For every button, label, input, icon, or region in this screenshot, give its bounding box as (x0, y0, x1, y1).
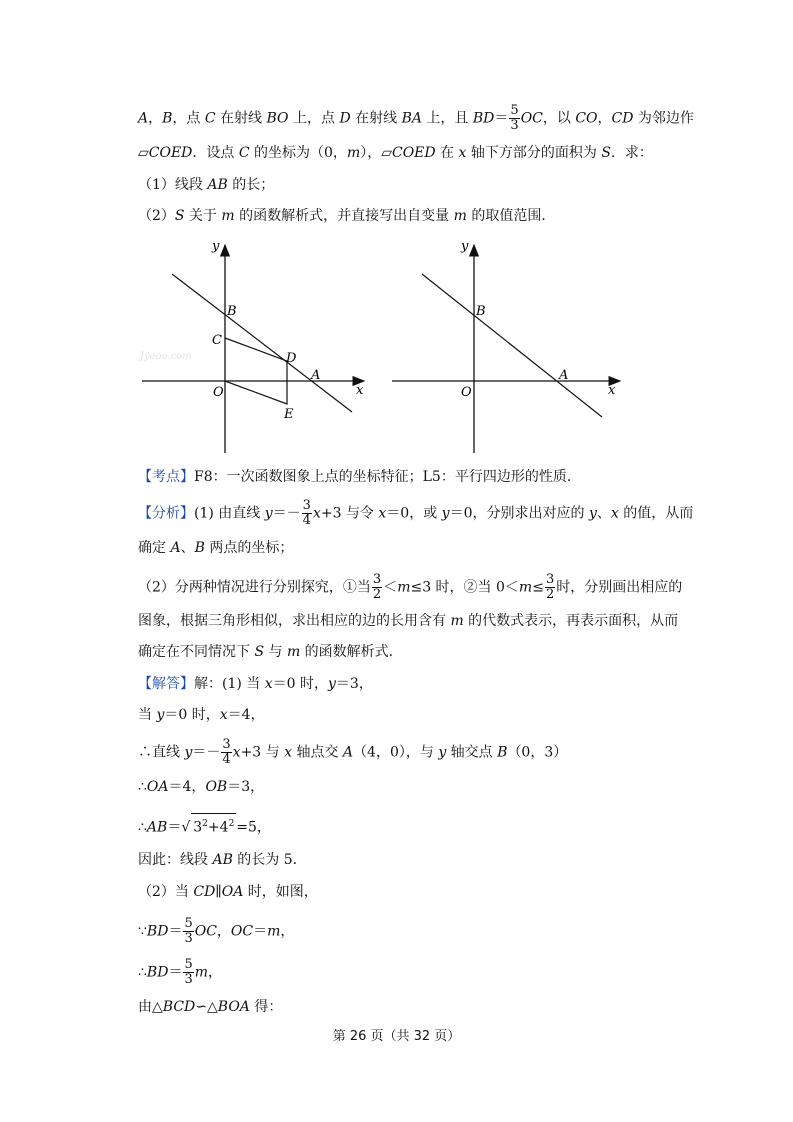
question-2: （2）S 关于 m 的函数解析式，并直接写出自变量 m 的取值范围． (138, 208, 556, 224)
kaodian: 【考点】F8：一次函数图象上点的坐标特征；L5：平行四边形的性质． (138, 469, 581, 485)
fenxi-line-2: 确定 A、B 两点的坐标； (138, 540, 294, 556)
right-label-b: B (476, 304, 486, 319)
left-label-c: C (212, 333, 222, 348)
fraction: $\frac{3}{2}$ (545, 572, 555, 602)
fenxi-tag: 【分析】 (138, 505, 194, 522)
sqrt-sign: √ (181, 819, 191, 836)
right-figure (392, 239, 620, 453)
fenxi-line-3: （2）分两种情况进行分别探究，①当 $\frac{3}{2}$ ＜m≤3 时，②当 0＜m≤ $\frac{3}{2}$ 时，分别画出相应的 (138, 572, 683, 602)
fraction: $\frac{5}{3}$ (184, 916, 193, 946)
jieda-line-3: ∴直线 y＝－ $\frac{3}{4}$ x+3 与 x 轴点交 A（4，0），与 y 轴交点 B（0，3） (138, 737, 568, 767)
left-label-b: B (227, 304, 237, 319)
jieda-line-9: ∴BD＝ $\frac{5}{3}$ m， (138, 957, 222, 987)
problem-line-1: A，B，点 C 在射线 BO 上，点 D 在射线 BA 上，且 BD＝ $\frac{5}{3}$ OC，以 CO，CD 为邻边作 (138, 103, 694, 133)
watermark: Jyeoo.com (140, 351, 192, 362)
right-label-o: O (461, 385, 472, 400)
left-label-e: E (284, 407, 294, 422)
fenxi-line-5: 确定在不同情况下 S 与 m 的函数解析式． (138, 644, 403, 660)
fraction: $\frac{3}{4}$ (222, 737, 231, 767)
jieda-tag: 【解答】 (138, 676, 194, 692)
jieda-line-10: 由△BCD∽△BOA 得： (138, 999, 283, 1015)
page-footer: 第 26 页（共 32 页） (332, 1029, 461, 1044)
right-label-a: A (559, 368, 569, 383)
kaodian-tag: 【考点】 (138, 469, 194, 485)
jieda-line-8: ∵BD＝ $\frac{5}{3}$ OC，OC＝m， (138, 916, 295, 946)
left-label-o: O (213, 385, 224, 400)
fenxi-line-4: 图象，根据三角形相似，求出相应的边的长用含有 m 的代数式表示，再表示面积，从而 (138, 613, 679, 629)
line-ab-left (172, 274, 352, 412)
fraction: $\frac{3}{2}$ (372, 572, 382, 602)
sqrt-radicand: $3^2+4^2$ (191, 813, 236, 838)
left-label-d: D (286, 351, 297, 366)
fraction: $\frac{5}{3}$ (510, 103, 519, 133)
fraction: $\frac{5}{3}$ (184, 957, 193, 987)
fraction: $\frac{3}{4}$ (302, 498, 311, 528)
right-label-x: x (608, 383, 616, 398)
question-1: （1）线段 AB 的长； (138, 177, 275, 193)
left-label-a: A (311, 368, 321, 383)
fenxi-line-1: 【分析】(1) 由直线 y＝－ $\frac{3}{4}$ x+3 与令 x＝0，或 y＝0，分别求出对应的 y、x 的值，从而 (138, 498, 694, 528)
jieda-line-7: （2）当 CD∥OA 时，如图， (138, 884, 318, 900)
right-label-y: y (461, 239, 469, 254)
jieda-line-1: 【解答】解：(1) 当 x＝0 时，y＝3， (138, 676, 373, 692)
line-ab-right (422, 274, 602, 417)
left-figure (138, 239, 364, 453)
jieda-line-4: ∴OA＝4，OB＝3， (138, 779, 265, 795)
jieda-line-6: 因此：线段 AB 的长为 5． (138, 852, 307, 868)
left-label-x: x (356, 383, 364, 398)
jieda-line-2: 当 y＝0 时，x＝4， (138, 707, 265, 723)
figures (0, 232, 793, 457)
jieda-line-5: ∴AB＝√ $3^2+4^2 =5$， (138, 813, 271, 838)
left-label-y: y (212, 239, 220, 254)
parallelogram-coed (225, 338, 287, 404)
problem-line-2: ▱COED．设点 C 的坐标为（0，m），▱COED 在 x 轴下方部分的面积为 S．求： (138, 145, 653, 161)
